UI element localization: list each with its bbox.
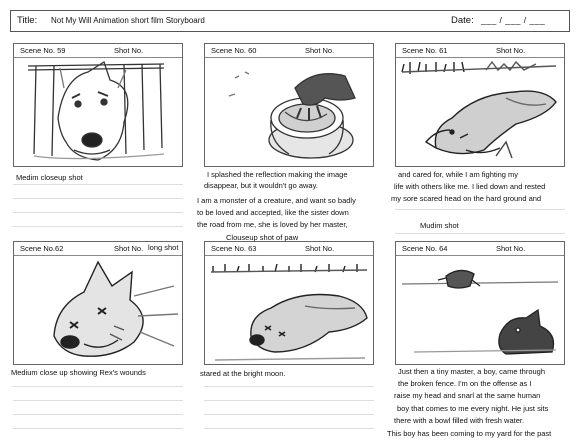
note-rule: [13, 212, 183, 213]
title-label: Title:: [17, 15, 38, 26]
note-line: life with others like me. I lied down and rested: [394, 182, 546, 191]
note-line: I splashed the reflection making the image: [207, 170, 348, 179]
scene-number: Scene No.62: [20, 244, 64, 253]
note-rule: [395, 233, 565, 234]
note-line: boy that comes to me every night. He just sits: [397, 404, 549, 413]
note-rule: [13, 428, 183, 429]
shot-number: Shot No.: [305, 244, 335, 253]
scene-number: Scene No. 60: [211, 46, 257, 55]
shot-number: Shot No.: [114, 46, 144, 55]
note-line: Clouseup shot of paw: [226, 233, 299, 242]
wolf-behind-fence-sketch: [14, 58, 182, 166]
note-line: and cared for, while I am fighting my: [398, 170, 519, 179]
panel-header: [14, 242, 182, 256]
scene-number: Scene No. 64: [402, 244, 448, 253]
panel-header: [396, 44, 564, 58]
panel-header: [205, 44, 373, 58]
storyboard-panel-59: [13, 43, 183, 167]
note-rule: [395, 209, 565, 210]
storyboard-title: Not My Will Animation short film Storyboard: [51, 16, 205, 25]
shot-type: long shot: [148, 243, 179, 252]
storyboard-panel-64: [395, 241, 565, 365]
storyboard-panel-62: [13, 241, 183, 365]
note-rule: [13, 386, 183, 387]
panel-header: [14, 44, 182, 58]
scene-number: Scene No. 59: [20, 46, 66, 55]
storyboard-panel-60: [204, 43, 374, 167]
note-line: Mudim shot: [420, 221, 459, 230]
note-line: there with a bowl filled with fresh water.: [394, 416, 525, 425]
wounded-wolf-head-sketch: [14, 256, 182, 364]
shot-number: Shot No.: [305, 46, 335, 55]
note-line: Medim closeup shot: [16, 173, 83, 182]
note-line: the road from me, she is loved by her master,: [197, 220, 348, 229]
storyboard-panel-63: [204, 241, 374, 365]
note-line: stared at the bright moon.: [200, 369, 286, 378]
note-rule: [13, 184, 183, 185]
note-rule: [204, 428, 374, 429]
note-rule: [13, 414, 183, 415]
note-line: This boy has been coming to my yard for the past: [387, 429, 552, 438]
note-line: I am a monster of a creature, and want so badly: [197, 196, 356, 205]
date-label: Date:: [451, 15, 474, 26]
note-line: my sore scared head on the hard ground and: [391, 194, 542, 203]
storyboard-panel-61: [395, 43, 565, 167]
date-blanks: ___ / ___ / ___: [481, 15, 546, 25]
shot-number: Shot No.: [114, 244, 144, 253]
note-line: disappear, but it wouldn't go away.: [204, 181, 318, 190]
panel-header: [205, 242, 373, 256]
storyboard-header: [10, 10, 570, 32]
note-line: the broken fence. I'm on the offense as I: [398, 379, 532, 388]
note-line: to be loved and accepted, like the sister down: [197, 208, 349, 217]
note-line: Medium close up showing Rex's wounds: [11, 368, 146, 377]
note-rule: [13, 400, 183, 401]
note-rule: [204, 400, 374, 401]
note-rule: [204, 386, 374, 387]
shot-number: Shot No.: [496, 244, 526, 253]
note-rule: [13, 198, 183, 199]
note-line: raise my head and snarl at the same human: [394, 391, 541, 400]
wolf-lying-fence-sketch: [205, 256, 373, 364]
note-rule: [13, 226, 183, 227]
boy-and-wolf-sketch: [396, 256, 564, 364]
scene-number: Scene No. 61: [402, 46, 448, 55]
note-rule: [204, 414, 374, 415]
panel-header: [396, 242, 564, 256]
shot-number: Shot No.: [496, 46, 526, 55]
scene-number: Scene No. 63: [211, 244, 257, 253]
wolf-lying-down-sketch: [396, 58, 564, 166]
paw-splashing-water-bowl-sketch: [205, 58, 373, 166]
note-line: Just then a tiny master, a boy, came through: [398, 367, 546, 376]
